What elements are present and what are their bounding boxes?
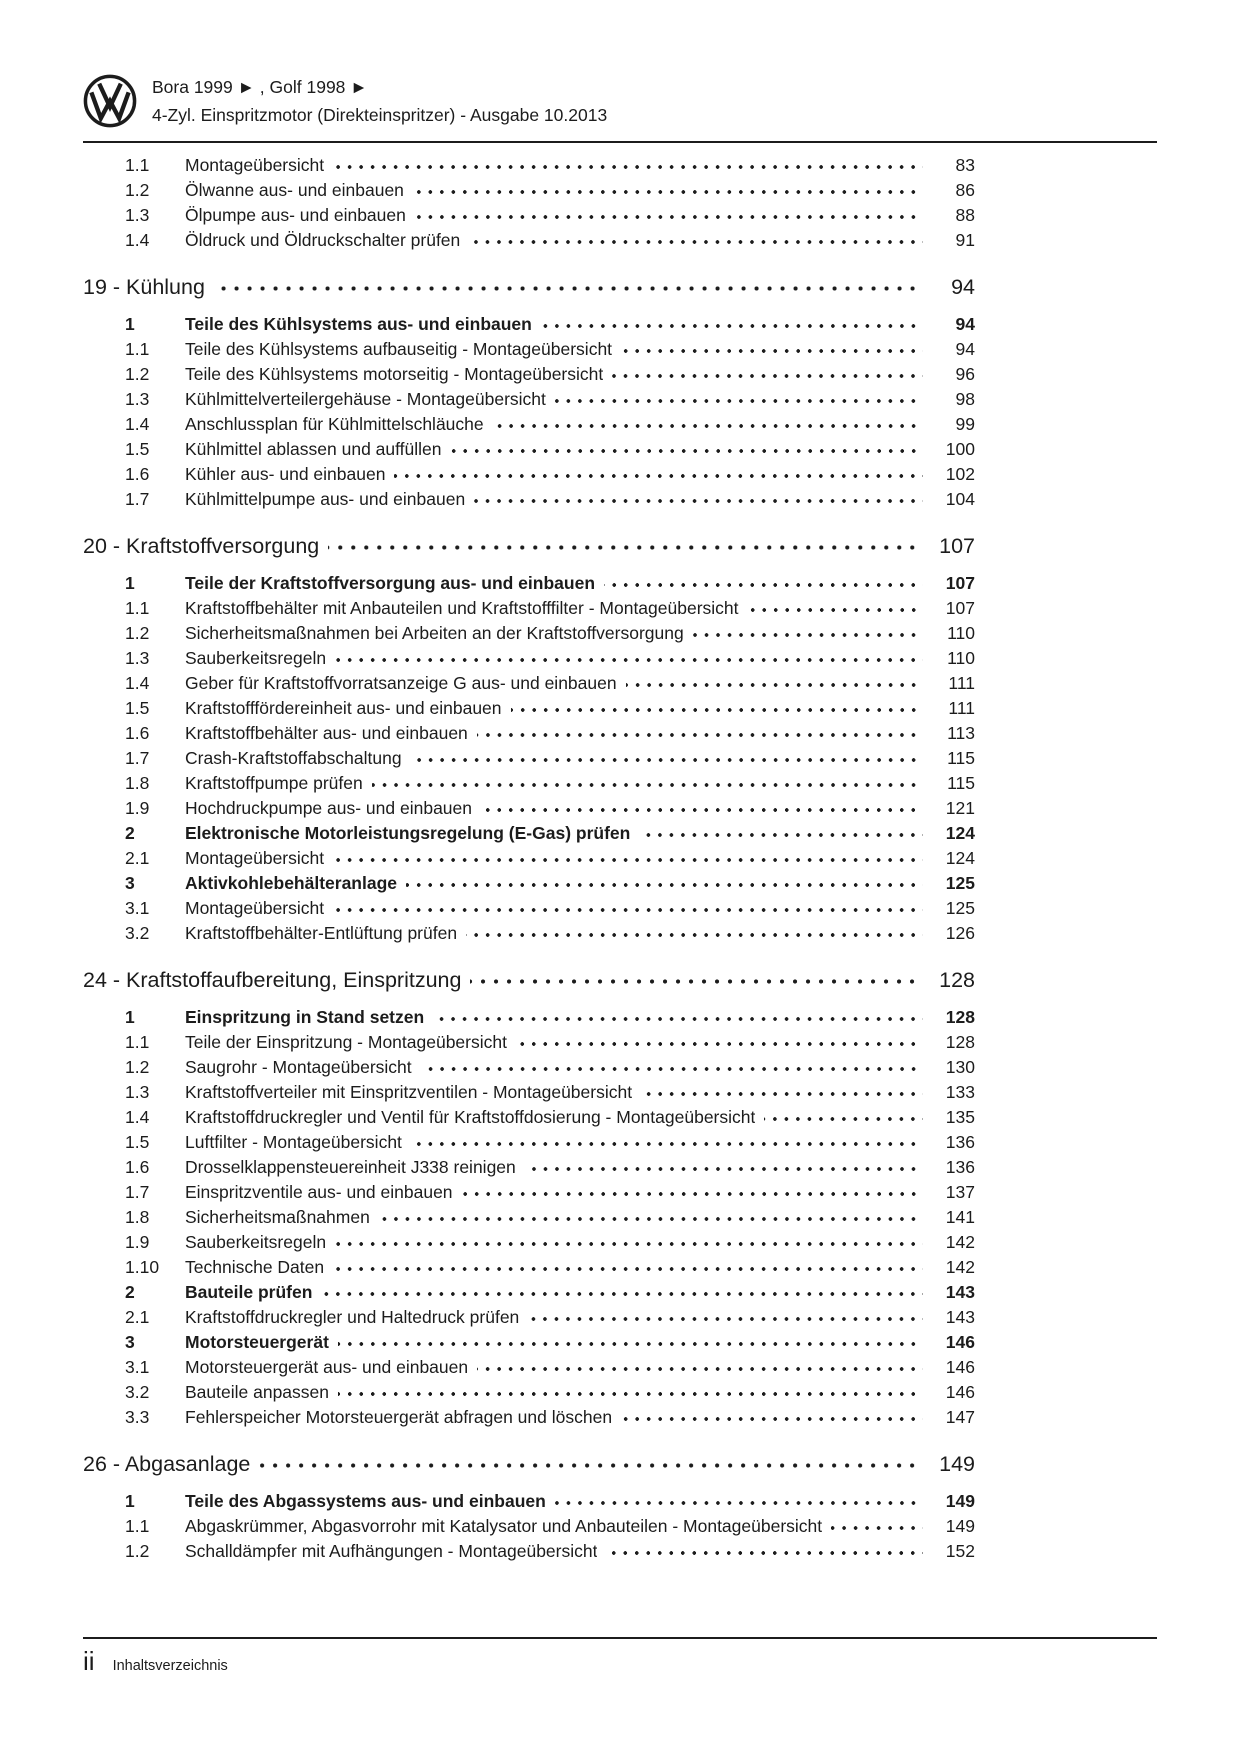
toc-entry-title: Kühlmittel ablassen und auffüllen [185,439,442,459]
toc-entry-number: 1.1 [125,339,150,359]
toc-subsection-row [83,153,975,178]
toc-chapter-label: 20 - Kraftstoffversorgung [83,534,320,558]
toc-subsection-row [83,487,975,512]
toc-section-row [83,871,975,896]
toc-entry-number: 1.2 [125,623,150,643]
toc-subsection-row [83,1080,975,1105]
toc-entry-title: Drosselklappensteuereinheit J338 reinigen [185,1157,516,1177]
toc-entry-title: Kühlmittelverteilergehäuse - Montageübersicht [185,389,546,409]
toc-entry-title: Motorsteuergerät [185,1332,329,1352]
toc-entry-page: 125 [945,898,975,918]
toc-entry-page: 135 [945,1107,975,1127]
toc-subsection-row [83,896,975,921]
toc-entry-number: 1.7 [125,489,150,509]
dot-leader [394,462,923,487]
toc-entry-page: 142 [945,1232,975,1252]
dot-leader [411,746,923,771]
toc-entry-number: 1.2 [125,364,150,384]
toc-subsection-row [83,1380,975,1405]
toc-entry-page: 152 [945,1541,975,1561]
toc-subsection-row [83,1030,975,1055]
toc-subsection-row [83,796,975,821]
toc-entry-number: 1.8 [125,1207,150,1227]
toc-entry-page: 107 [945,573,975,593]
toc-entry-title: Teile des Kühlsystems motorseitig - Montageübersicht [185,364,604,384]
toc-entry-number: 1.4 [125,230,150,250]
dot-leader [328,531,923,562]
dot-leader [621,1405,923,1430]
toc-entry-title: Sauberkeitsregeln [185,1232,327,1252]
dot-leader [333,846,923,871]
toc-entry-title: Schalldämpfer mit Aufhängungen - Montageübersicht [185,1541,598,1561]
dot-leader [516,1030,923,1055]
dot-leader [764,1105,923,1130]
toc-entry-page: 94 [955,314,975,334]
dot-leader [321,1280,923,1305]
toc-subsection-row [83,1255,975,1280]
vw-logo-icon [83,74,137,128]
toc-entry-page: 126 [945,923,975,943]
toc-subsection-row [83,921,975,946]
toc-subsection-row [83,1105,975,1130]
dot-leader [335,1230,923,1255]
toc-entry-page: 143 [945,1282,975,1302]
toc-entry-page: 128 [945,1007,975,1027]
toc-entry-page: 100 [945,439,975,459]
toc-subsection-row [83,1155,975,1180]
toc-entry-number: 2.1 [125,1307,150,1327]
toc-entry-number: 1.2 [125,1541,150,1561]
dot-leader [477,1355,923,1380]
toc-entry-page: 141 [945,1207,975,1227]
toc-entry-number: 3 [125,1332,135,1352]
toc-section-row [83,571,975,596]
toc-entry-title: Kraftstoffverteiler mit Einspritzventilen - Montageübersicht [185,1082,633,1102]
toc-subsection-row [83,646,975,671]
toc-entry-page: 111 [948,673,975,693]
dot-leader [333,153,923,178]
toc-section-row [83,1330,975,1355]
dot-leader [333,1255,923,1280]
dot-leader [626,671,923,696]
toc-subsection-row [83,1130,975,1155]
toc-entry-page: 91 [955,230,975,250]
toc-entry-number: 1.9 [125,798,150,818]
toc-entry-number: 1.6 [125,723,150,743]
toc-entry-title: Öldruck und Öldruckschalter prüfen [185,230,461,250]
dot-leader [421,1055,923,1080]
toc-entry-page: 96 [955,364,975,384]
dot-leader [477,721,923,746]
header-divider [83,141,1157,143]
toc-entry-page: 111 [948,698,975,718]
toc-chapter-label: 24 - Kraftstoffaufbereitung, Einspritzung [83,968,462,992]
toc-chapter-label: 26 - Abgasanlage [83,1452,251,1476]
toc-entry-title: Sauberkeitsregeln [185,648,327,668]
dot-leader [555,1489,923,1514]
toc-entry-number: 1 [125,1491,135,1511]
toc-entry-title: Crash-Kraftstoffabschaltung [185,748,402,768]
toc-entry-number: 3.2 [125,923,150,943]
toc-entry-title: Saugrohr - Montageübersicht [185,1057,412,1077]
footer-page-number: ii [83,1646,95,1676]
toc-entry-page: 146 [945,1332,975,1352]
toc-subsection-row [83,671,975,696]
toc-entry-number: 1.9 [125,1232,150,1252]
toc-subsection-row [83,437,975,462]
toc-subsection-row [83,1205,975,1230]
toc-subsection-row [83,1355,975,1380]
toc-subsection-row [83,228,975,253]
toc-entry-page: 115 [947,773,975,793]
dot-leader [541,312,923,337]
toc-subsection-row [83,178,975,203]
toc-entry-page: 149 [945,1491,975,1511]
toc-subsection-row [83,412,975,437]
toc-entry-page: 136 [945,1157,975,1177]
toc-entry-number: 1.2 [125,1057,150,1077]
toc-subsection-row [83,721,975,746]
toc-entry-title: Technische Daten [185,1257,325,1277]
toc-section-row [83,312,975,337]
toc-entry-number: 1.10 [125,1257,160,1277]
toc-entry-page: 125 [945,873,975,893]
toc-entry-title: Ölwanne aus- und einbauen [185,180,404,200]
toc-entry-page: 110 [947,648,975,668]
dot-leader [621,337,923,362]
dot-leader [415,203,923,228]
toc-entry-page: 128 [939,968,975,992]
toc-chapter-row [83,272,975,303]
toc-entry-title: Teile der Kraftstoffversorgung aus- und einbauen [185,573,596,593]
toc-entry-title: Kühler aus- und einbauen [185,464,386,484]
header-subtitle: 4-Zyl. Einspritzmotor (Direkteinspritzer) - Ausgabe 10.2013 [152,105,608,125]
toc-entry-number: 1.3 [125,389,150,409]
toc-entry-title: Fehlerspeicher Motorsteuergerät abfragen und löschen [185,1407,613,1427]
toc-entry-title: Hochdruckpumpe aus- und einbauen [185,798,472,818]
toc-entry-number: 1.5 [125,439,150,459]
toc-entry-page: 146 [945,1382,975,1402]
toc-chapter-row [83,531,975,562]
toc-entry-title: Montageübersicht [185,898,325,918]
dot-leader [433,1005,923,1030]
toc-entry-title: Motorsteuergerät aus- und einbauen [185,1357,469,1377]
toc-entry-title: Bauteile anpassen [185,1382,329,1402]
toc-entry-page: 130 [945,1057,975,1077]
toc-entry-number: 2 [125,823,135,843]
dot-leader [372,771,923,796]
toc-entry-page: 146 [945,1357,975,1377]
toc-section-row [83,1005,975,1030]
toc-entry-title: Bauteile prüfen [185,1282,313,1302]
toc-subsection-row [83,1230,975,1255]
toc-entry-number: 1.8 [125,773,150,793]
dot-leader [525,1155,923,1180]
dot-leader [612,362,923,387]
toc-entry-number: 1.4 [125,673,150,693]
toc-subsection-row [83,337,975,362]
page-header [83,74,607,128]
toc-entry-title: Kraftstoffpumpe prüfen [185,773,363,793]
toc-entry-number: 3.1 [125,898,150,918]
toc-entry-number: 1.7 [125,748,150,768]
toc-subsection-row [83,1405,975,1430]
dot-leader [469,228,923,253]
dot-leader [451,437,923,462]
toc-list [83,153,975,1564]
dot-leader [555,387,923,412]
toc-entry-page: 113 [947,723,975,743]
toc-entry-number: 1.1 [125,598,150,618]
dot-leader [214,272,923,303]
toc-entry-number: 1.1 [125,1516,150,1536]
toc-entry-page: 136 [945,1132,975,1152]
toc-entry-page: 107 [945,598,975,618]
dot-leader [639,821,923,846]
toc-entry-title: Aktivkohlebehälteranlage [185,873,398,893]
toc-entry-title: Kraftstoffbehälter-Entlüftung prüfen [185,923,458,943]
toc-subsection-row [83,696,975,721]
dot-leader [831,1514,923,1539]
toc-entry-number: 3.3 [125,1407,150,1427]
toc-entry-page: 83 [955,155,975,175]
toc-subsection-row [83,203,975,228]
toc-section-row [83,1489,975,1514]
toc-entry-title: Teile des Abgassystems aus- und einbauen [185,1491,546,1511]
dot-leader [338,1330,923,1355]
toc-entry-page: 142 [945,1257,975,1277]
dot-leader [474,487,923,512]
toc-entry-title: Sicherheitsmaßnahmen [185,1207,370,1227]
toc-subsection-row [83,1514,975,1539]
toc-entry-number: 1 [125,573,135,593]
toc-entry-page: 124 [945,848,975,868]
toc-entry-number: 1.1 [125,155,150,175]
dot-leader [528,1305,923,1330]
toc-subsection-row [83,1539,975,1564]
toc-entry-page: 121 [945,798,975,818]
toc-entry-page: 88 [955,205,975,225]
toc-subsection-row [83,1305,975,1330]
toc-entry-page: 104 [945,489,975,509]
toc-entry-title: Geber für Kraftstoffvorratsanzeige G aus- und einbauen [185,673,617,693]
toc-entry-page: 94 [955,339,975,359]
toc-entry-title: Einspritzventile aus- und einbauen [185,1182,453,1202]
toc-entry-number: 2.1 [125,848,150,868]
toc-subsection-row [83,362,975,387]
toc-entry-page: 115 [947,748,975,768]
dot-leader [641,1080,923,1105]
toc-chapter-row [83,1449,975,1480]
toc-entry-page: 86 [955,180,975,200]
toc-section-row [83,821,975,846]
dot-leader [333,896,923,921]
toc-entry-number: 1.3 [125,205,150,225]
dot-leader [379,1205,923,1230]
toc-entry-page: 149 [945,1516,975,1536]
toc-entry-title: Abgaskrümmer, Abgasvorrohr mit Katalysator und Anbauteilen - Montageübersicht [185,1516,823,1536]
toc-entry-number: 1.1 [125,1032,150,1052]
toc-entry-page: 98 [955,389,975,409]
toc-subsection-row [83,596,975,621]
toc-entry-title: Teile des Kühlsystems aus- und einbauen [185,314,532,334]
dot-leader [411,1130,923,1155]
toc-subsection-row [83,387,975,412]
toc-entry-number: 1.3 [125,1082,150,1102]
toc-entry-title: Montageübersicht [185,848,325,868]
toc-entry-page: 147 [945,1407,975,1427]
footer-label: Inhaltsverzeichnis [112,1658,228,1674]
header-models: Bora 1999 ► , Golf 1998 ► [152,77,368,97]
toc-subsection-row [83,1055,975,1080]
toc-entry-page: 137 [945,1182,975,1202]
dot-leader [604,571,923,596]
toc-section-row [83,1280,975,1305]
dot-leader [748,596,923,621]
toc-subsection-row [83,462,975,487]
toc-entry-number: 3.1 [125,1357,150,1377]
toc-entry-title: Kraftstofffördereinheit aus- und einbauen [185,698,502,718]
toc-subsection-row [83,846,975,871]
toc-entry-page: 94 [951,275,975,299]
dot-leader [466,921,923,946]
toc-subsection-row [83,1180,975,1205]
toc-entry-number: 1.2 [125,180,150,200]
footer-divider [83,1637,1157,1639]
toc-entry-page: 102 [945,464,975,484]
dot-leader [413,178,923,203]
toc-entry-page: 107 [939,534,975,558]
toc-entry-number: 3.2 [125,1382,150,1402]
toc-entry-number: 2 [125,1282,135,1302]
toc-entry-title: Anschlussplan für Kühlmittelschläuche [185,414,484,434]
toc-entry-number: 1.6 [125,1157,150,1177]
toc-entry-page: 128 [945,1032,975,1052]
dot-leader [481,796,923,821]
toc-entry-number: 1.5 [125,698,150,718]
toc-entry-title: Teile des Kühlsystems aufbauseitig - Montageübersicht [185,339,613,359]
toc-entry-number: 1.5 [125,1132,150,1152]
toc-entry-title: Elektronische Motorleistungsregelung (E-Gas) prüfen [185,823,631,843]
toc-entry-number: 1.4 [125,1107,150,1127]
toc-entry-title: Kühlmittelpumpe aus- und einbauen [185,489,466,509]
dot-leader [338,1380,923,1405]
toc-entry-title: Montageübersicht [185,155,325,175]
dot-leader [511,696,923,721]
toc-entry-title: Kraftstoffbehälter aus- und einbauen [185,723,468,743]
toc-entry-number: 1.4 [125,414,150,434]
toc-entry-number: 1.6 [125,464,150,484]
toc-entry-page: 99 [955,414,975,434]
toc-entry-number: 1 [125,314,135,334]
dot-leader [470,965,923,996]
toc-entry-title: Sicherheitsmaßnahmen bei Arbeiten an der Kraftstoffversorgung [185,623,684,643]
toc-chapter-label: 19 - Kühlung [83,275,205,299]
toc-entry-page: 124 [945,823,975,843]
toc-subsection-row [83,746,975,771]
toc-entry-title: Einspritzung in Stand setzen [185,1007,425,1027]
toc-entry-page: 133 [945,1082,975,1102]
toc-subsection-row [83,771,975,796]
dot-leader [406,871,923,896]
toc-entry-number: 1.3 [125,648,150,668]
toc-entry-title: Kraftstoffdruckregler und Ventil für Kraftstoffdosierung - Montageübersicht [185,1107,756,1127]
dot-leader [493,412,923,437]
dot-leader [462,1180,923,1205]
toc-entry-title: Luftfilter - Montageübersicht [185,1132,402,1152]
dot-leader [259,1449,923,1480]
toc-chapter-row [83,965,975,996]
toc-entry-number: 3 [125,873,135,893]
toc-entry-page: 143 [945,1307,975,1327]
toc-entry-title: Kraftstoffbehälter mit Anbauteilen und Kraftstofffilter - Montageübersicht [185,598,739,618]
toc-entry-title: Ölpumpe aus- und einbauen [185,205,406,225]
toc-entry-title: Teile der Einspritzung - Montageübersicht [185,1032,507,1052]
toc-entry-page: 110 [947,623,975,643]
toc-entry-page: 149 [939,1452,975,1476]
dot-leader [606,1539,923,1564]
toc-subsection-row [83,621,975,646]
toc-entry-title: Kraftstoffdruckregler und Haltedruck prüfen [185,1307,520,1327]
toc-entry-number: 1 [125,1007,135,1027]
page-footer [83,1646,228,1676]
dot-leader [335,646,923,671]
toc-entry-number: 1.7 [125,1182,150,1202]
header-titles [152,74,607,127]
dot-leader [693,621,923,646]
